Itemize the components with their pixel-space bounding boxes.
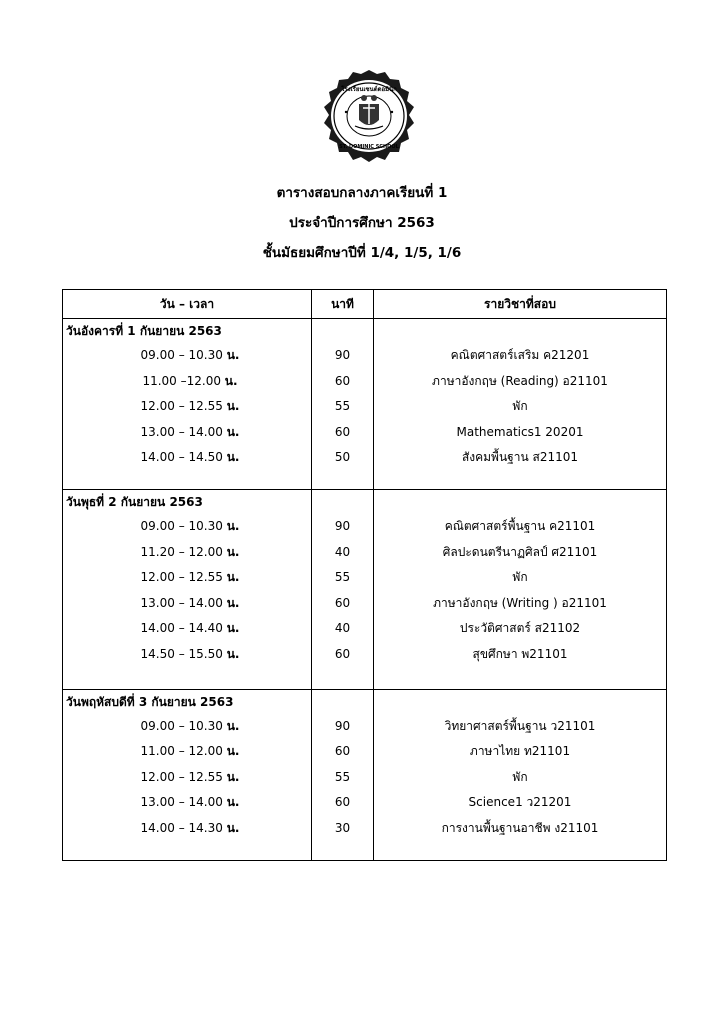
minutes-cell: 55 — [334, 570, 351, 585]
header-day-time: วัน – เวลา — [63, 290, 312, 319]
day-minutes-cell — [312, 490, 374, 690]
day-minutes-cell — [312, 689, 374, 860]
subject-cell: สังคมพื้นฐาน ส21101 — [461, 450, 579, 464]
subject-cell: การงานพื้นฐานอาชีพ ง21101 — [441, 820, 599, 835]
day-block — [63, 689, 667, 860]
minutes-cell: 40 — [334, 544, 351, 559]
minutes-cell: 40 — [334, 621, 351, 636]
day-times-cell — [63, 689, 312, 860]
table-header-row — [63, 290, 667, 319]
subject-cell: คณิตศาสตร์เสริม ค21201 — [450, 348, 590, 362]
subject-cell: วิทยาศาสตร์พื้นฐาน ว21101 — [444, 718, 596, 733]
subject-cell: ภาษาอังกฤษ (Writing ) อ21101 — [433, 595, 607, 610]
day-block — [63, 490, 667, 690]
subject-cell: Mathematics1 20201 — [456, 424, 584, 439]
day-label: วันพุธที่ 2 กันยายน 2563 — [66, 495, 203, 510]
minutes-cell: 60 — [334, 595, 351, 610]
minutes-cell: 60 — [334, 424, 351, 439]
time-cell: 12.00 – 12.55 น. — [140, 399, 240, 413]
subject-cell: พัก — [512, 570, 528, 585]
time-cell: 09.00 – 10.30 น. — [140, 718, 240, 733]
subject-cell: สุขศึกษา พ21101 — [472, 646, 568, 661]
minutes-cell: 60 — [334, 795, 351, 810]
time-cell: 11.20 – 12.00 น. — [140, 544, 240, 559]
time-cell: 12.00 – 12.55 น. — [140, 769, 240, 784]
minutes-cell: 90 — [334, 718, 351, 733]
header-subject: รายวิชาที่สอบ — [374, 290, 667, 319]
subject-cell: พัก — [512, 399, 528, 413]
subject-cell: ภาษาอังกฤษ (Reading) อ21101 — [432, 373, 608, 388]
document-title-block — [0, 178, 724, 268]
subject-cell: คณิตศาสตร์พื้นฐาน ค21101 — [444, 519, 596, 534]
time-cell: 09.00 – 10.30 น. — [140, 519, 240, 534]
subject-cell: พัก — [512, 769, 528, 784]
logo-text-bottom: ST. DOMINIC SCHOOL — [339, 144, 399, 150]
subject-cell: ภาษาไทย ท21101 — [469, 744, 571, 759]
minutes-cell: 55 — [334, 769, 351, 784]
exam-schedule-table — [62, 289, 667, 861]
time-cell: 13.00 – 14.00 น. — [140, 424, 240, 439]
subject-cell: ประวัติศาสตร์ ส21102 — [459, 621, 581, 636]
time-cell: 11.00 – 12.00 น. — [140, 744, 240, 759]
minutes-cell: 30 — [334, 820, 351, 835]
subject-cell: Science1 ว21201 — [468, 795, 572, 810]
minutes-cell: 55 — [334, 399, 351, 413]
school-logo — [315, 68, 423, 168]
time-cell: 14.00 – 14.50 น. — [140, 450, 240, 464]
time-cell: 13.00 – 14.00 น. — [140, 795, 240, 810]
time-cell: 14.00 – 14.30 น. — [140, 820, 240, 835]
subject-cell: ศิลปะดนตรีนาฏศิลป์ ศ21101 — [442, 544, 598, 559]
day-label: วันพฤหัสบดีที่ 3 กันยายน 2563 — [66, 694, 234, 709]
day-subjects-cell — [374, 319, 667, 490]
time-cell: 09.00 – 10.30 น. — [140, 348, 240, 362]
time-cell: 13.00 – 14.00 น. — [140, 595, 240, 610]
title-line-2: ประจำปีการศึกษา 2563 — [289, 215, 435, 231]
minutes-cell: 90 — [334, 519, 351, 534]
minutes-cell: 60 — [334, 744, 351, 759]
day-label: วันอังคารที่ 1 กันยายน 2563 — [66, 324, 222, 338]
day-subjects-cell — [374, 689, 667, 860]
time-cell: 14.00 – 14.40 น. — [140, 621, 240, 636]
day-times-cell — [63, 319, 312, 490]
time-cell: 11.00 –12.00 น. — [142, 373, 238, 388]
minutes-cell: 60 — [334, 646, 351, 661]
header-minutes: นาที — [312, 290, 374, 319]
logo-text-top: โรงเรียนเซนต์ดอมินิก — [341, 86, 397, 93]
time-cell: 12.00 – 12.55 น. — [140, 570, 240, 585]
day-times-cell — [63, 490, 312, 690]
title-line-3: ชั้นมัธยมศึกษาปีที่ 1/4, 1/5, 1/6 — [262, 245, 462, 261]
minutes-cell: 60 — [334, 373, 351, 388]
day-minutes-cell — [312, 319, 374, 490]
day-subjects-cell — [374, 490, 667, 690]
minutes-cell: 90 — [334, 348, 351, 362]
minutes-cell: 50 — [334, 450, 351, 464]
day-block — [63, 319, 667, 490]
time-cell: 14.50 – 15.50 น. — [140, 646, 240, 661]
title-line-1: ตารางสอบกลางภาคเรียนที่ 1 — [276, 185, 448, 201]
